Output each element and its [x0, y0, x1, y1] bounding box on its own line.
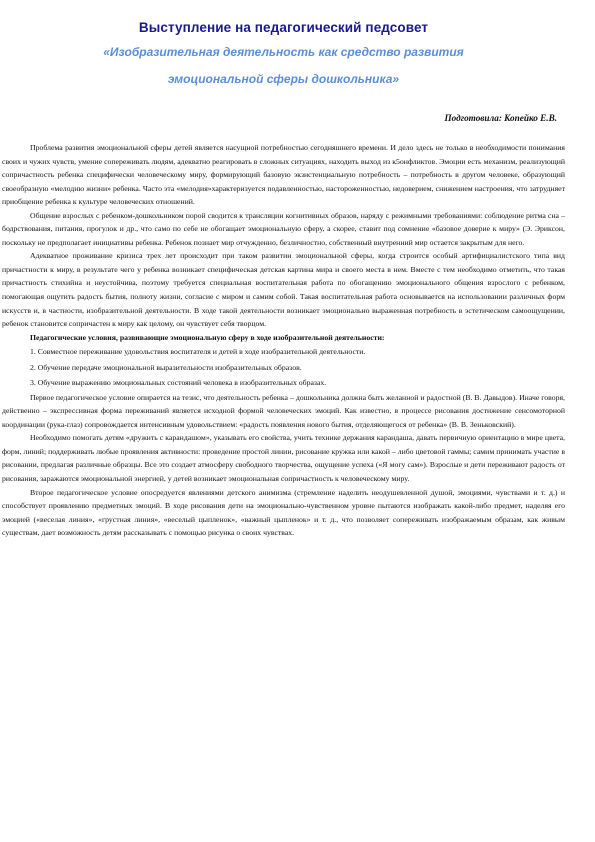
paragraph-2: Общение взрослых с ребенком-дошкольником порой сводится к трансляции когнитивных образов, наряду с режимными требованиями: соблюдение ритма сна – бодрствования, питания, прогулок и др., что само по себе не обогащает эмоциональную сферу, а скорее, ставит под сомнение «базовое доверие к миру» (Э. Эриксон, поскольку не предполагает инициативы ребенка. Ребенок познает мир отчужденно, безличностно, собственный внутренний мир остается закрытым для него.: [2, 210, 565, 247]
page-title: Выступление на педагогический педсовет: [138, 20, 429, 35]
paragraph-3: Адекватное проживание кризиса трех лет происходит при таком развитии эмоциональной сферы, когда строится особый артифициалистского типа вид причастности к миру, в результате чего у ребенка возникает специфическая детская картина мира и своего места в нем. Вместе с тем необходимо отметить, что такая причастность стихийна и неустойчива, поэтому требуется специальная воспитательная работа по обогащению эмоционального общения взрослого с ребенком, помогающая ощутить радость бытия, полноту жизни, согласие с миром и самим собой. Такая воспитательная работа основывается на использовании различных форм искусств и, в частности, изобразительной деятельности. В ходе такой деятельности возникает эмоционально выраженная потребность в эстетическом самоощущении, ребенок становится сопричастен к миру как целому, он чувствует себя творцом.: [2, 251, 565, 329]
author-line: Подготовила: Копейко Е.В.: [444, 113, 557, 123]
paragraph-7: Второе педагогическое условие опосредуется явлениями детского анимизма (стремление наделить неодушевленной душой, эмоциями, чувствами и т. д.) и способствует проявлению предметных эмоций. В ходе рисования дети на эмоционально-чувственном уровне пытаются изображать какой-либо предмет, наделяя его эмоцией («веселая линия», «грустная линия», «веселый цыпленок», «важный цыпленок» и т. д., что позволяет сопереживать изображаемым образам, как живым существам, дает возможность детям рассказывать с помощью рисунка о своих чувствах.: [2, 487, 565, 538]
page-subtitle-line-1: «Изобразительная деятельность как средство развития: [103, 45, 464, 59]
page-subtitle-line-2: эмоциональной сферы дошкольника»: [167, 72, 400, 86]
conditions-list: [2, 344, 565, 391]
paragraph-4-conditions-heading: Педагогические условия, развивающие эмоциональную сферу в ходе изобразительной деятельности:: [30, 332, 385, 342]
document-body: [2, 141, 565, 540]
list-item: 2. Обучение передаче эмоциональной выразительности изобразительных образов.: [30, 362, 302, 372]
paragraph-6: Необходимо помогать детям «дружить с карандашом», указывать его свойства, учить технике держания карандаша, давать первичную ориентацию в мире цвета, форм, линий; поддерживать любые проявления активности: проведение простой линии, рисование кружка или какой – либо цветовой гаммы; самим принимать участие в рисовании, предлагая различные образцы. Все это создает атмосферу свободного творчества, ощущение успеха («Я могу сам»). Взрослые и дети переживают радость от рисования, заражаются эмоциональной энергией, у детей возникает эмоциональная сопричастность к человеческому миру.: [2, 433, 565, 483]
list-item: 3. Обучение выражению эмоциональных состояний человека в изобразительных образах.: [30, 378, 327, 388]
paragraph-5: Первое педагогическое условие опирается на тезис, что деятельность ребенка – дошкольника должна быть желанной и радостной (В. В. Давыдов). Иначе говоря, действенно – экспрессивная форма переживаний является исходной формой человеческих эмоций. Как известно, в процессе рисования достижение сенсомоторной координации (рука-глаз) сопровождается интенсивным удовольствием: «радость появления нового бытия, отделяющегося от ребенка» (В. В. Зеньковский).: [2, 392, 565, 429]
paragraph-1: Проблема развития эмоциональной сферы детей является насущной потребностью сегодняшнего времени. И дело здесь не только в необходимости понимания своих и чужих чувств, умение сопереживать людям, адекватно реагировать в сложных ситуациях, находить выход из к5онфликтов. Эмоции есть механизм, реализующий сопричастность ребенка специфически человеческому миру, формирующий базовую экзистенциальную потребность – потребность в другом человеке, образующий своеобразную «мелодию жизни» ребенка. Часто эта «мелодия»характеризуется подавленностью, настороженностью, недоверием, снижением настроения, что затрудняет приобщение ребенка к культуре человеческих отношений.: [2, 143, 565, 207]
list-item: 1. Совместное переживание удовольствия воспитателя и детей в ходе изобразительной деятельности.: [30, 347, 366, 357]
